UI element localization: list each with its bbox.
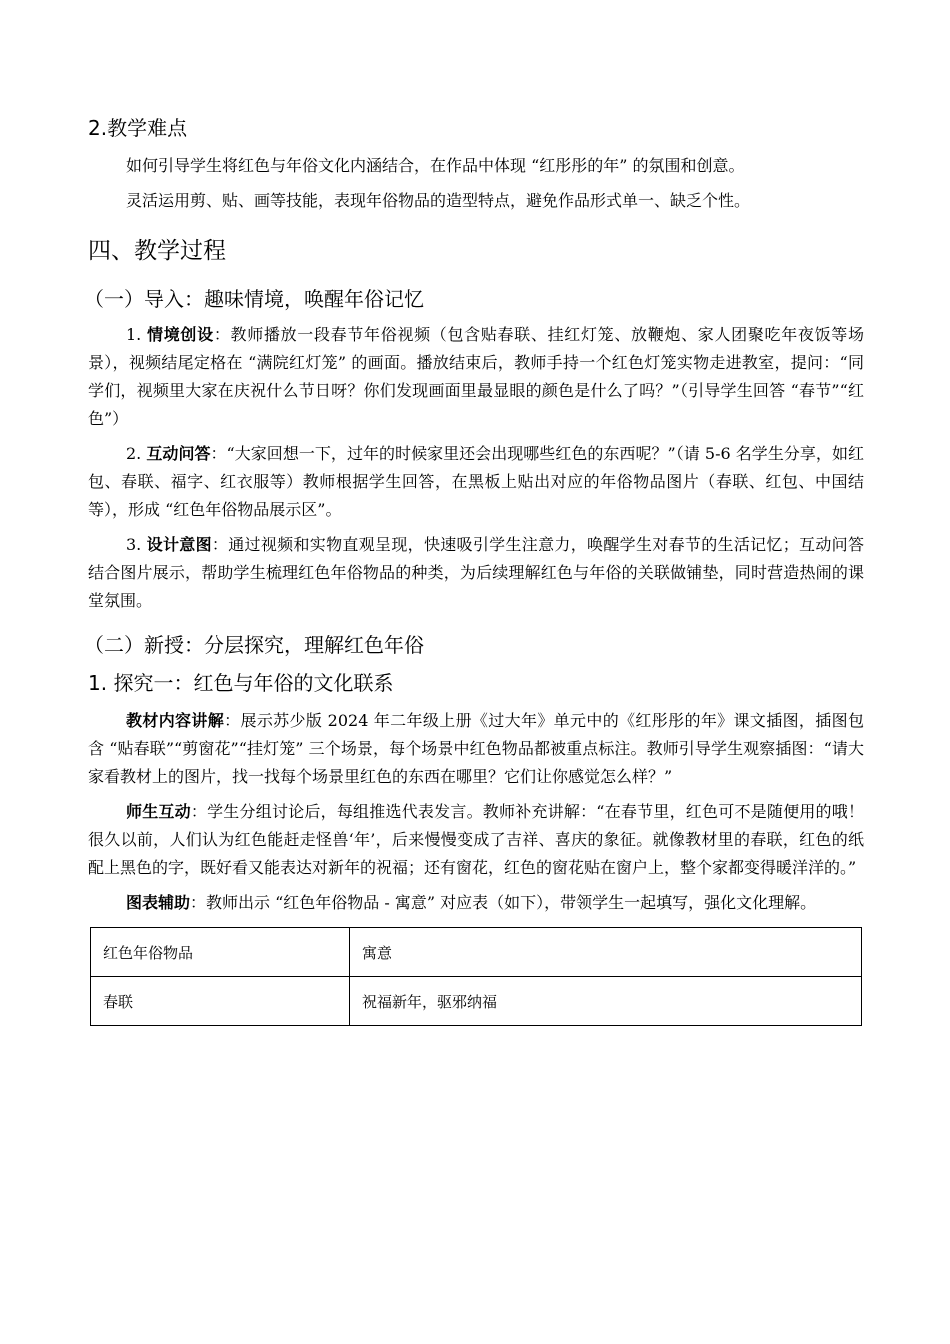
item-separator: ： xyxy=(224,711,241,730)
item-text: “大家回想一下，过年的时候家里还会出现哪些红色的东西呢？”（请 5-6 名学生分享，如红包、春联、福字、红衣服等）教师根据学生回答，在黑板上贴出对应的年俗物品图片（春联、红包、中国结等），形成 “红色年俗物品展示区”。 xyxy=(88,444,864,519)
item-text: 教师出示 “红色年俗物品 - 寓意” 对应表（如下），带领学生一起填写，强化文化理解。 xyxy=(206,893,817,912)
difficulty-paragraph-1: 如何引导学生将红色与年俗文化内涵结合，在作品中体现 “红彤彤的年” 的氛围和创意。 xyxy=(126,156,745,175)
item-text: 学生分组讨论后，每组推选代表发言。教师补充讲解：“在春节里，红色可不是随便用的哦！很久以前，人们认为红色能赶走怪兽‘年’，后来慢慢变成了吉祥、喜庆的象征。就像教材里的春联，红色的纸配上黑色的字，既好看又能表达对新年的祝福；还有窗花，红色的窗花贴在窗户上，整个家都变得暖洋洋的。” xyxy=(88,802,864,877)
item-text: 通过视频和实物直观呈现，快速吸引学生注意力，唤醒学生对春节的生活记忆；互动问答结合图片展示，帮助学生梳理红色年俗物品的种类，为后续理解红色与年俗的关联做铺垫，同时营造热闹的课堂氛围。 xyxy=(88,535,864,610)
item-number: 1. xyxy=(126,325,142,344)
item-number: 3. xyxy=(126,535,142,554)
table-header-cell: 红色年俗物品 xyxy=(91,928,350,977)
item-label: 互动问答 xyxy=(146,444,211,463)
item-label: 设计意图 xyxy=(146,535,212,554)
item-separator: ： xyxy=(210,444,227,463)
process-heading: 四、教学过程 xyxy=(88,238,226,264)
difficulty-heading: 2.教学难点 xyxy=(88,116,188,140)
item-text: 展示苏少版 2024 年二年级上册《过大年》单元中的《红彤彤的年》课文插图，插图包含 “贴春联”“剪窗花”“挂灯笼” 三个场景，每个场景中红色物品都被重点标注。教师引导学生观察插图：“请大家看教材上的图片，找一找每个场景里红色的东西在哪里？它们让你感觉怎么样？” xyxy=(88,711,864,786)
new-lesson-section-heading: （二）新授：分层探究，理解红色年俗 xyxy=(84,633,424,657)
explore-one-heading: 1. 探究一：红色与年俗的文化联系 xyxy=(88,671,394,695)
table-cell: 祝福新年，驱邪纳福 xyxy=(350,977,862,1026)
item-label: 情境创设 xyxy=(147,325,214,344)
document-page xyxy=(84,112,864,1026)
table-row xyxy=(91,977,862,1026)
table-header-cell: 寓意 xyxy=(350,928,862,977)
table-header-row xyxy=(91,928,862,977)
table-cell: 春联 xyxy=(91,977,350,1026)
explore-item-textbook xyxy=(88,707,864,791)
difficulty-paragraph-2: 灵活运用剪、贴、画等技能，表现年俗物品的造型特点，避免作品形式单一、缺乏个性。 xyxy=(126,191,751,210)
item-label: 教材内容讲解 xyxy=(126,711,225,730)
item-label: 师生互动 xyxy=(126,802,191,821)
meaning-table xyxy=(90,927,862,1026)
intro-item-2 xyxy=(88,440,864,524)
item-label: 图表辅助 xyxy=(126,893,191,912)
intro-item-1 xyxy=(88,321,864,433)
item-separator: ： xyxy=(213,325,231,344)
item-separator: ： xyxy=(190,802,208,821)
intro-section-heading: （一）导入：趣味情境，唤醒年俗记忆 xyxy=(84,287,424,311)
item-separator: ： xyxy=(211,535,229,554)
explore-item-interaction xyxy=(88,798,864,882)
item-separator: ： xyxy=(190,893,207,912)
intro-item-3 xyxy=(88,531,864,615)
explore-item-chart xyxy=(88,889,864,917)
item-number: 2. xyxy=(126,444,142,463)
item-text: 教师播放一段春节年俗视频（包含贴春联、挂红灯笼、放鞭炮、家人团聚吃年夜饭等场景），视频结尾定格在 “满院红灯笼” 的画面。播放结束后，教师手持一个红色灯笼实物走进教室，提问：“同学们，视频里大家在庆祝什么节日呀？你们发现画面里最显眼的颜色是什么了吗？”（引导学生回答 “春节”“红色”） xyxy=(88,325,864,428)
